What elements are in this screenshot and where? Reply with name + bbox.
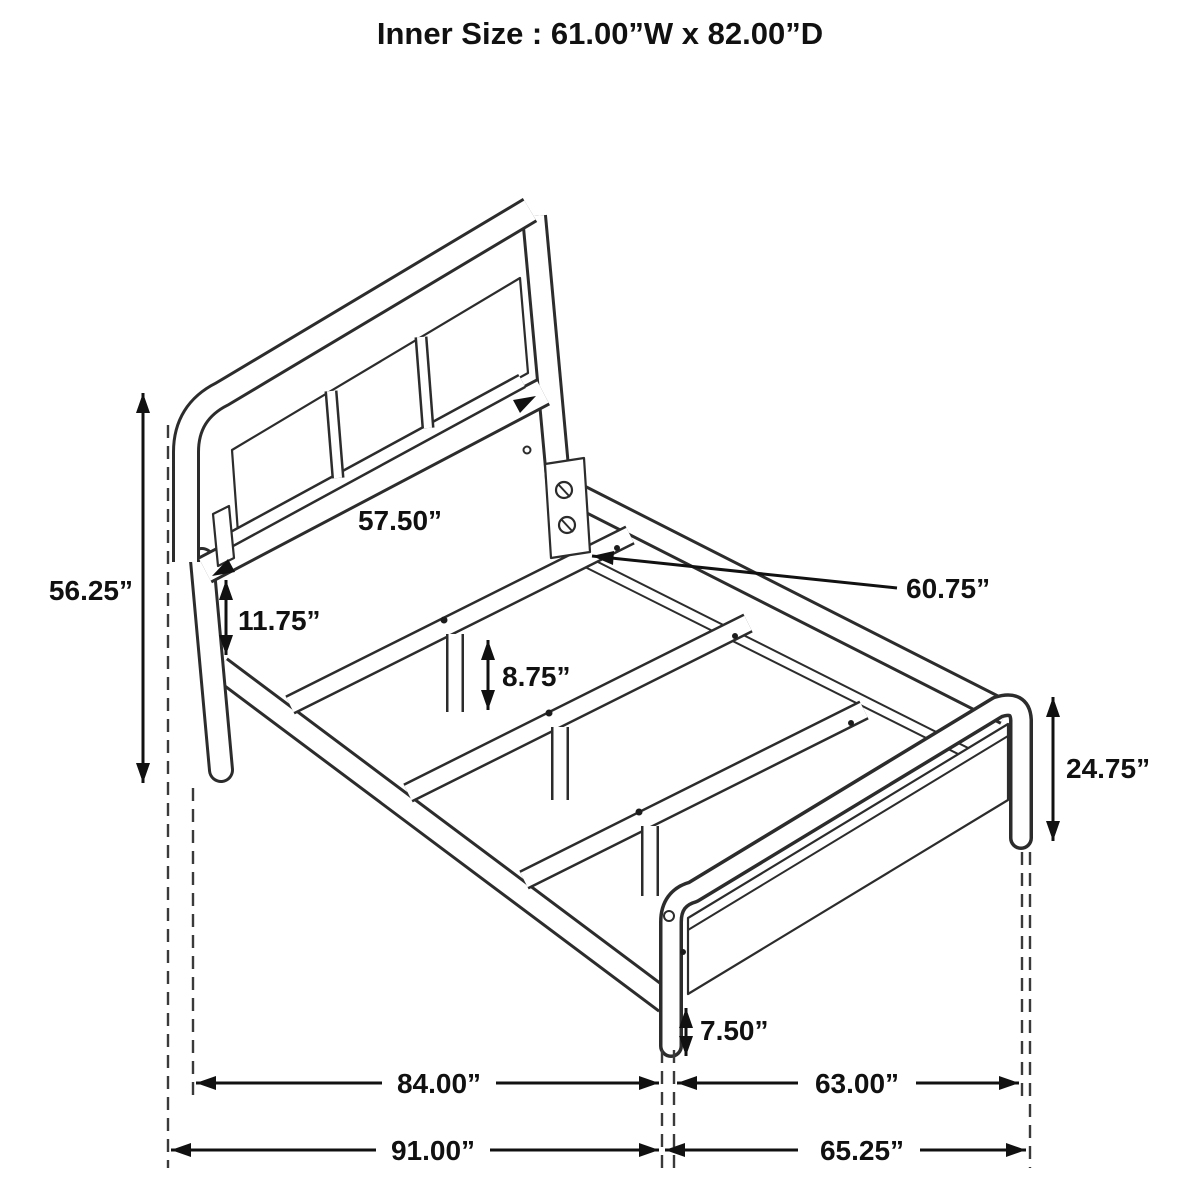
dim-label-footboard-overall-width: 65.25” (819, 1135, 905, 1166)
dim-label-overall-length: 91.00” (390, 1135, 476, 1166)
dim-label-headboard-height: 56.25” (48, 575, 133, 606)
headboard-left-leg (202, 560, 221, 770)
footboard (664, 705, 1021, 1046)
dim-label-footboard-inner-width: 63.00” (814, 1068, 900, 1099)
dim-label-footboard-leg-height: 7.50” (700, 1015, 769, 1046)
dim-label-rail-gap: 11.75” (238, 605, 321, 636)
dim-label-slat-leg-height: 8.75” (502, 661, 571, 692)
diagram-title: Inner Size : 61.00”W x 82.00”D (376, 16, 824, 51)
leg-screw-dot (546, 710, 553, 717)
headboard-mullion-1 (331, 391, 338, 478)
slat-screw-dot (732, 633, 738, 639)
dim-rail-gap (219, 580, 321, 655)
leg-screw-dot (441, 617, 448, 624)
dim-footboard-inner-width (677, 1068, 1019, 1099)
dim-footboard-height (1046, 697, 1150, 841)
dim-inner-length (196, 1068, 659, 1099)
leg-screw-dot (636, 809, 643, 816)
slat-screw-dot (614, 545, 620, 551)
dim-label-inner-length: 84.00” (396, 1068, 482, 1099)
dim-footboard-leg-height (679, 1008, 769, 1056)
left-leg-bracket-tab (213, 506, 234, 566)
dim-label-headboard-rail-length: 57.50” (357, 505, 443, 536)
post-pin-hole (524, 447, 531, 454)
dim-headboard-height (49, 393, 150, 783)
dim-overall-length (171, 1135, 659, 1166)
headboard-mullion-2 (421, 337, 428, 428)
footboard-screw-dot (680, 949, 686, 955)
slat-screw-dot (848, 720, 854, 726)
dim-footboard-overall-width (665, 1135, 1026, 1166)
dim-label-footboard-height: 24.75” (1066, 753, 1151, 784)
rail-mounting-bracket (545, 458, 590, 558)
dim-slat-leg-height (481, 640, 571, 710)
dim-label-slat-length: 60.75” (906, 573, 991, 604)
